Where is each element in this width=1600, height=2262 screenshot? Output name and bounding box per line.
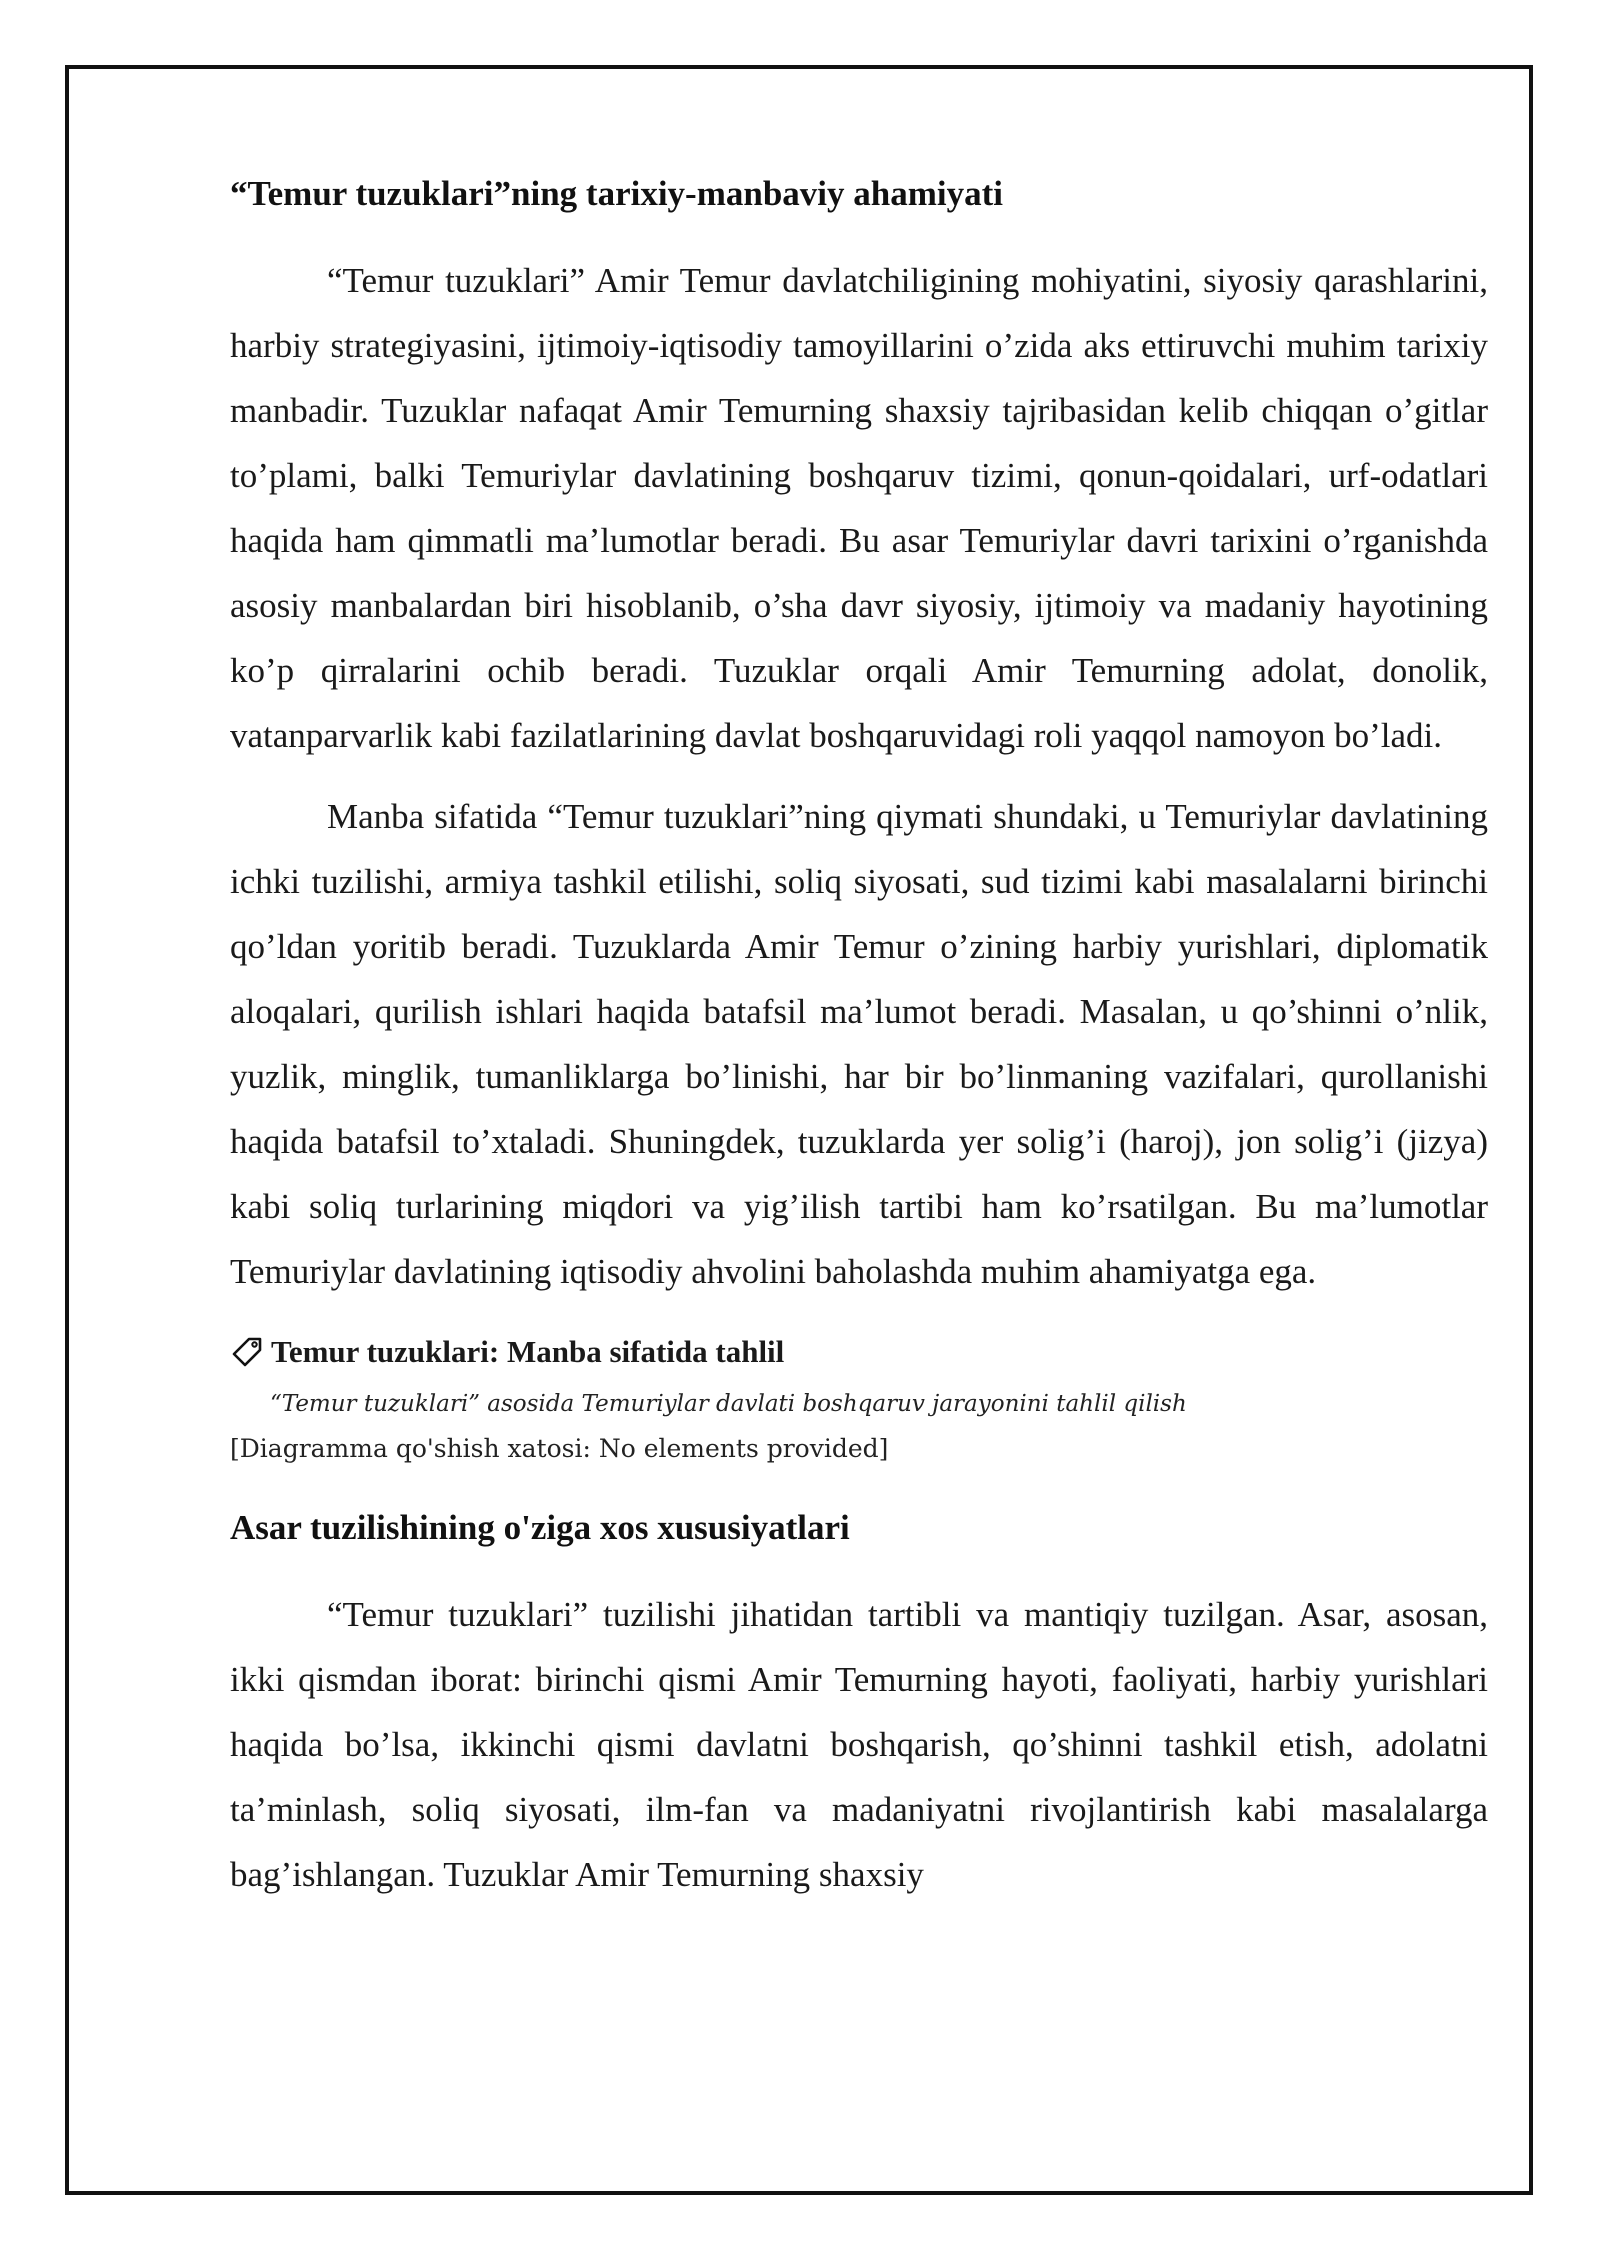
diagram-title: Temur tuzuklari: Manba sifatida tahlil (271, 1334, 785, 1369)
body-paragraph: “Temur tuzuklari” tuzilishi jihatidan tartibli va mantiqiy tuzilgan. Asar, asosan, ikki qismdan iborat: birinchi qismi Amir Temurning hayoti, faoliyati, harbiy yurishlari haqida bo’lsa, ikkinchi qismi davlatni boshqarish, qo’shinni tashkil etish, adolatni ta’minlash, soliq siyosati, ilm-fan va madaniyatni rivojlantirish kabi masalalarga bag’ishlangan. Tuzuklar Amir Temurning shaxsiy (230, 1595, 1488, 1894)
document-body (230, 172, 1488, 1907)
diagram-subtitle: “Temur tuzuklari” asosida Temuriylar davlati boshqaruv jarayonini tahlil qilish (270, 1391, 1187, 1417)
diagram-block (230, 1330, 1488, 1466)
tag-icon (230, 1335, 264, 1369)
section-heading-significance: “Temur tuzuklari”ning tarixiy-manbaviy ahamiyati (230, 174, 1003, 213)
diagram-title-row (230, 1330, 1488, 1374)
section-heading-structure: Asar tuzilishining o'ziga xos xususiyatlari (230, 1508, 850, 1547)
body-paragraph: “Temur tuzuklari” Amir Temur davlatchiligining mohiyatini, siyosiy qarashlarini, harbiy strategiyasini, ijtimoiy-iqtisodiy tamoyillarini o’zida aks ettiruvchi muhim tarixiy manbadir. Tuzuklar nafaqat Amir Temurning shaxsiy tajribasidan kelib chiqqan o’gitlar to’plami, balki Temuriylar davlatining boshqaruv tizimi, qonun-qoidalari, urf-odatlari haqida ham qimmatli ma’lumotlar beradi. Bu asar Temuriylar davri tarixini o’rganishda asosiy manbalardan biri hisoblanib, o’sha davr siyosiy, ijtimoiy va madaniy hayotining ko’p qirralarini ochib beradi. Tuzuklar orqali Amir Temurning adolat, donolik, vatanparvarlik kabi fazilatlarining davlat boshqaruvidagi roli yaqqol namoyon bo’ladi. (230, 261, 1488, 755)
body-paragraph: Manba sifatida “Temur tuzuklari”ning qiymati shundaki, u Temuriylar davlatining ichki tuzilishi, armiya tashkil etilishi, soliq siyosati, sud tizimi kabi masalalarni birinchi qo’ldan yoritib beradi. Tuzuklarda Amir Temur o’zining harbiy yurishlari, diplomatik aloqalari, qurilish ishlari haqida batafsil ma’lumot beradi. Masalan, u qo’shinni o’nlik, yuzlik, minglik, tumanliklarga bo’linishi, har bir bo’linmaning vazifalari, qurollanishi haqida batafsil to’xtaladi. Shuningdek, tuzuklarda yer solig’i (haroj), jon solig’i (jizya) kabi soliq turlarining miqdori va yig’ilish tartibi ham ko’rsatilgan. Bu ma’lumotlar Temuriylar davlatining iqtisodiy ahvolini baholashda muhim ahamiyatga ega. (230, 797, 1488, 1291)
diagram-error-message: [Diagramma qo'shish xatosi: No elements provided] (230, 1434, 889, 1463)
